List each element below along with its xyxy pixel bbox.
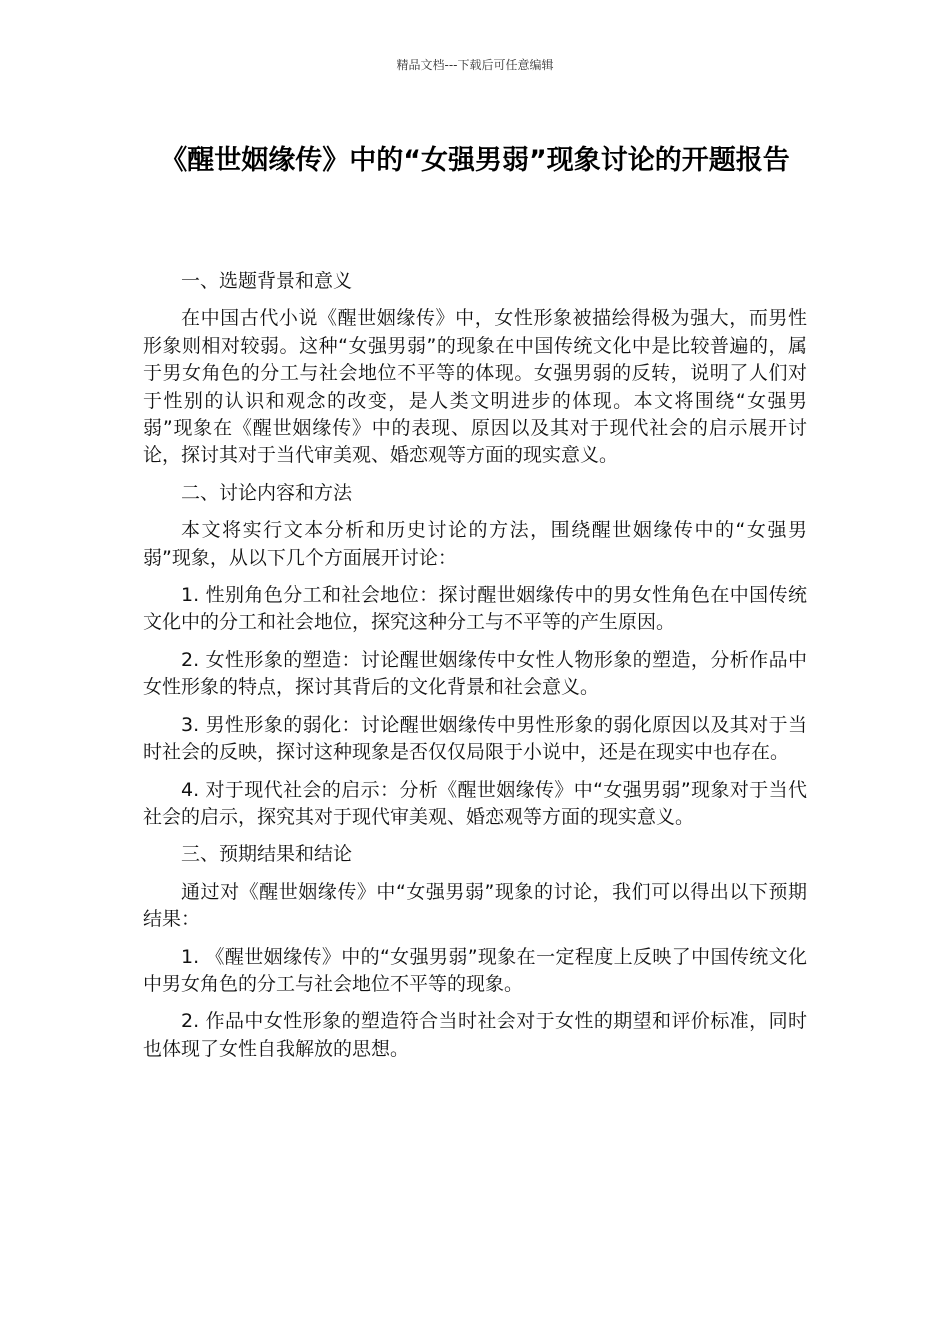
section-heading-content-method: 二、讨论内容和方法 [181,481,353,504]
list-item-result-1: 1. 《醒世姻缘传》中的“女强男弱”现象在一定程度上反映了中国传统文化中男女角色的分工与社会地位不平等的现象。 [143,945,807,995]
paragraph-method-intro: 本文将实行文本分析和历史讨论的方法，围绕醒世姻缘传中的“女强男弱”现象，从以下几个方面展开讨论： [143,519,807,569]
document-title: 《醒世姻缘传》中的“女强男弱”现象讨论的开题报告 [160,145,790,176]
list-item-modern-inspiration: 4. 对于现代社会的启示：分析《醒世姻缘传》中“女强男弱”现象对于当代社会的启示，探究其对于现代审美观、婚恋观等方面的现实意义。 [143,778,807,828]
list-item-gender-roles: 1. 性别角色分工和社会地位：探讨醒世姻缘传中的男女性角色在中国传统文化中的分工和社会地位，探究这种分工与不平等的产生原因。 [143,584,807,634]
list-item-female-image: 2. 女性形象的塑造：讨论醒世姻缘传中女性人物形象的塑造，分析作品中女性形象的特点，探讨其背后的文化背景和社会意义。 [143,648,807,699]
list-item-result-2: 2. 作品中女性形象的塑造符合当时社会对于女性的期望和评价标准，同时也体现了女性自我解放的思想。 [143,1010,807,1060]
list-item-male-weakening: 3. 男性形象的弱化：讨论醒世姻缘传中男性形象的弱化原因以及其对于当时社会的反映，探讨这种现象是否仅仅局限于小说中，还是在现实中也存在。 [143,713,807,764]
header-note: 精品文档---下载后可任意编辑 [396,58,554,72]
section-heading-background: 一、选题背景和意义 [181,270,353,292]
section-heading-expected-results: 三、预期结果和结论 [181,843,353,866]
paragraph-background: 在中国古代小说《醒世姻缘传》中，女性形象被描绘得极为强大，而男性形象则相对较弱。这种“女强男弱”的现象在中国传统文化中是比较普遍的，属于男女角色的分工与社会地位不平等的体现。女强男弱的反转，说明了人们对于性别的认识和观念的改变，是人类文明进步的体现。本文将围绕“女强男弱”现象在《醒世姻缘传》中的表现、原因以及其对于现代社会的启示展开讨论，探讨其对于当代审美观、婚恋观等方面的现实意义。 [143,307,807,467]
paragraph-results-intro: 通过对《醒世姻缘传》中“女强男弱”现象的讨论，我们可以得出以下预期结果： [143,880,807,931]
document-body [143,268,807,1073]
